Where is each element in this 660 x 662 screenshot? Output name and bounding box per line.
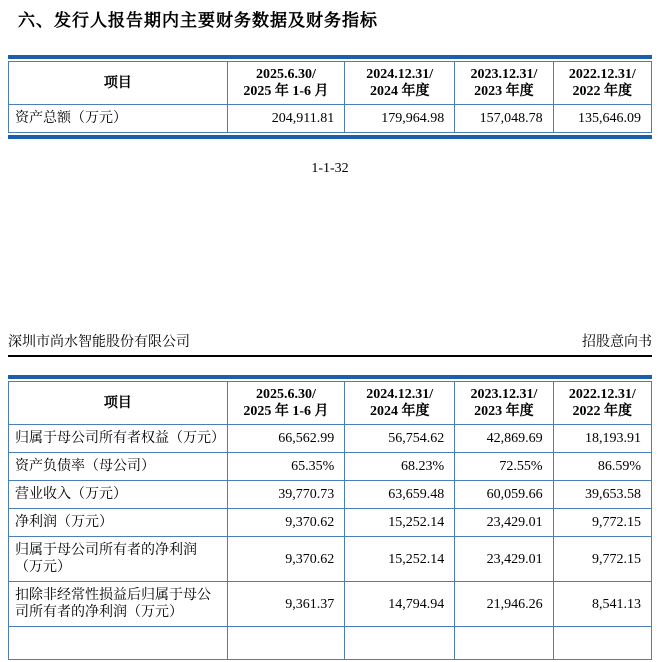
doc-running-header: [8, 333, 652, 357]
assets-table: [8, 61, 652, 133]
section-title: 六、发行人报告期内主要财务数据及财务指标: [18, 11, 378, 30]
cell-value: 9,772.15: [553, 537, 651, 582]
row-label: 资产负债率（母公司）: [9, 453, 228, 481]
period-range: 2024 年度: [370, 404, 430, 419]
column-header-period-4: [553, 62, 651, 105]
cell-value: 23,429.01: [455, 537, 553, 582]
row-label: 资产总额（万元）: [9, 105, 228, 133]
cell-value: 9,361.37: [227, 582, 345, 627]
row-label: [9, 627, 228, 660]
cell-value: 9,370.62: [227, 537, 345, 582]
cell-value: 72.55%: [455, 453, 553, 481]
cell-value: 15,252.14: [345, 537, 455, 582]
period-range: 2025 年 1-6 月: [243, 404, 329, 419]
indicators-table-frame: [8, 375, 652, 662]
assets-table-header-row: [9, 62, 652, 105]
column-header-period-1: [227, 382, 345, 425]
period-date: 2022.12.31/: [568, 387, 636, 402]
period-date: 2023.12.31/: [470, 67, 538, 82]
column-header-period-4: [553, 382, 651, 425]
row-label: 净利润（万元）: [9, 509, 228, 537]
column-header-period-1: [227, 62, 345, 105]
period-date: 2022.12.31/: [568, 67, 636, 82]
cell-value: [345, 627, 455, 660]
column-header-item: 项目: [9, 382, 228, 425]
column-header-period-2: [345, 62, 455, 105]
table-row-clipped: [9, 627, 652, 660]
cell-value: 135,646.09: [553, 105, 651, 133]
table-row-net-profit: [9, 509, 652, 537]
period-date: 2025.6.30/: [256, 387, 316, 402]
row-label: 营业收入（万元）: [9, 481, 228, 509]
column-header-period-3: [455, 382, 553, 425]
assets-table-frame: [8, 55, 652, 139]
period-range: 2022 年度: [572, 404, 633, 419]
period-date: 2025.6.30/: [256, 67, 316, 82]
period-range: 2023 年度: [474, 84, 534, 99]
cell-value: 39,653.58: [553, 481, 651, 509]
cell-value: 204,911.81: [227, 105, 345, 133]
cell-value: [553, 627, 651, 660]
row-label: 归属于母公司所有者权益（万元）: [9, 425, 228, 453]
indicators-table-header-row: [9, 382, 652, 425]
cell-value: [455, 627, 553, 660]
cell-value: 14,794.94: [345, 582, 455, 627]
cell-value: 18,193.91: [553, 425, 651, 453]
cell-value: 9,772.15: [553, 509, 651, 537]
cell-value: 68.23%: [345, 453, 455, 481]
table-row-parent-equity: [9, 425, 652, 453]
column-header-item: 项目: [9, 62, 228, 105]
period-date: 2023.12.31/: [470, 387, 538, 402]
cell-value: 66,562.99: [227, 425, 345, 453]
period-date: 2024.12.31/: [366, 387, 434, 402]
column-header-period-2: [345, 382, 455, 425]
table-row-revenue: [9, 481, 652, 509]
cell-value: 9,370.62: [227, 509, 345, 537]
cell-value: 39,770.73: [227, 481, 345, 509]
table-row-debt-ratio: [9, 453, 652, 481]
table-row-deducted-net-profit: [9, 582, 652, 627]
cell-value: 65.35%: [227, 453, 345, 481]
cell-value: 157,048.78: [455, 105, 553, 133]
cell-value: 86.59%: [553, 453, 651, 481]
cell-value: 21,946.26: [455, 582, 553, 627]
period-range: 2025 年 1-6 月: [243, 84, 329, 99]
table-row-total-assets: [9, 105, 652, 133]
cell-value: 63,659.48: [345, 481, 455, 509]
indicators-table: [8, 381, 652, 660]
period-range: 2022 年度: [572, 84, 633, 99]
row-label: 归属于母公司所有者的净利润（万元）: [9, 537, 228, 582]
company-name: 深圳市尚水智能股份有限公司: [8, 335, 190, 350]
period-date: 2024.12.31/: [366, 67, 434, 82]
cell-value: 42,869.69: [455, 425, 553, 453]
cell-value: 56,754.62: [345, 425, 455, 453]
cell-value: 179,964.98: [345, 105, 455, 133]
cell-value: [227, 627, 345, 660]
page-number: 1-1-32: [311, 161, 349, 176]
doc-type-label: 招股意向书: [582, 335, 652, 350]
cell-value: 60,059.66: [455, 481, 553, 509]
period-range: 2023 年度: [474, 404, 534, 419]
cell-value: 23,429.01: [455, 509, 553, 537]
cell-value: 8,541.13: [553, 582, 651, 627]
period-range: 2024 年度: [370, 84, 430, 99]
cell-value: 15,252.14: [345, 509, 455, 537]
column-header-period-3: [455, 62, 553, 105]
row-label: 扣除非经常性损益后归属于母公司所有者的净利润（万元）: [9, 582, 228, 627]
table-row-parent-net-profit: [9, 537, 652, 582]
